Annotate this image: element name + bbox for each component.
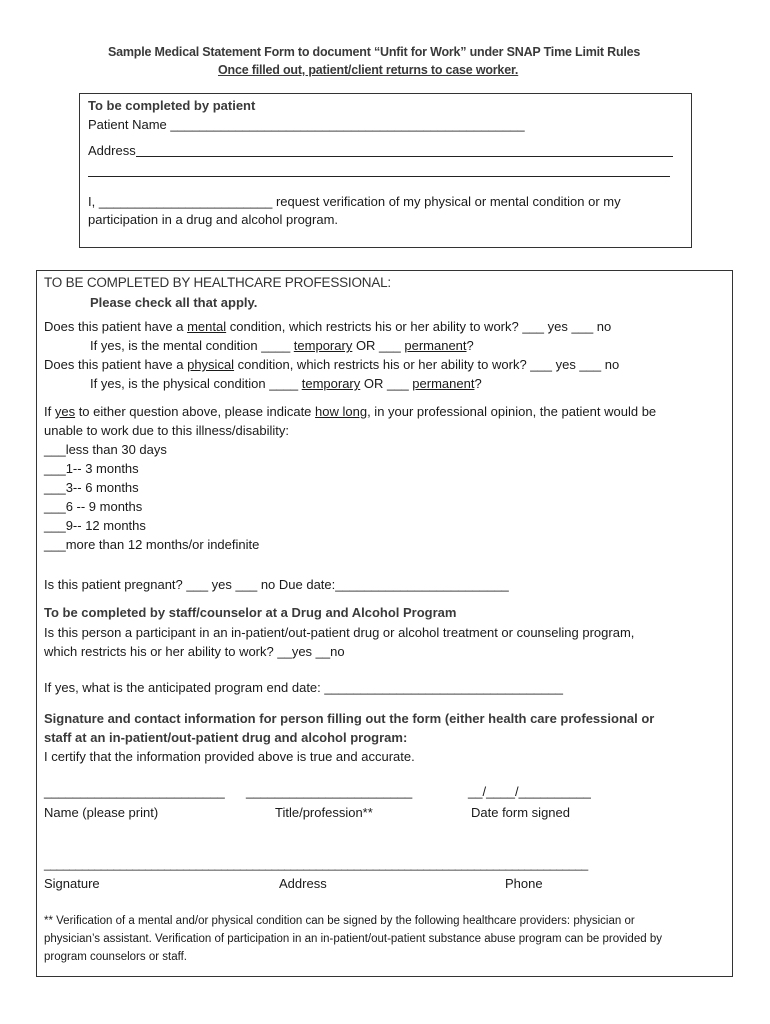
signature-blank[interactable]: ______________________________________________________________________________________ (44, 857, 588, 871)
request-statement-cont: participation in a drug and alcohol program. (88, 212, 339, 227)
request-statement[interactable]: I, ________________________ request verification of my physical or mental condition or my (88, 194, 621, 209)
drug-program-question-cont[interactable]: which restricts his or her ability to work? __yes __no (44, 644, 345, 659)
address-label: Address (279, 876, 327, 891)
title-blank[interactable]: _______________________ (246, 784, 413, 799)
mental-condition-type[interactable]: If yes, is the mental condition ____ temporary OR ___ permanent? (90, 338, 474, 353)
pregnancy-question[interactable]: Is this patient pregnant? ___ yes ___ no Due date:________________________ (44, 577, 509, 592)
duration-option[interactable]: ___9-- 12 months (44, 518, 146, 533)
duration-question: If yes to either question above, please indicate how long, in your professional opinion, the patient would be (44, 404, 657, 419)
address-line-1[interactable] (136, 156, 673, 157)
certification-statement: I certify that the information provided above is true and accurate. (44, 749, 415, 764)
duration-option[interactable]: ___more than 12 months/or indefinite (44, 537, 260, 552)
duration-option[interactable]: ___3-- 6 months (44, 480, 139, 495)
drug-program-heading: To be completed by staff/counselor at a Drug and Alcohol Program (44, 605, 457, 620)
hcp-subheading: Please check all that apply. (90, 295, 258, 310)
patient-name-field[interactable]: Patient Name _________________________________________________ (88, 117, 525, 132)
signature-heading: Signature and contact information for person filling out the form (either health care professional or (44, 711, 655, 726)
date-blank[interactable]: __/____/__________ (468, 784, 591, 799)
footnote-line: ** Verification of a mental and/or physical condition can be signed by the following healthcare providers: physician or (44, 915, 635, 927)
duration-option[interactable]: ___6 -- 9 months (44, 499, 143, 514)
duration-option[interactable]: ___less than 30 days (44, 442, 167, 457)
footnote-line: physician’s assistant. Verification of participation in an in-patient/out-patient substance abuse program can be provided by (44, 933, 662, 945)
phone-label: Phone (505, 876, 543, 891)
physical-condition-type[interactable]: If yes, is the physical condition ____ temporary OR ___ permanent? (90, 376, 482, 391)
program-end-date-field[interactable]: If yes, what is the anticipated program end date: _________________________________ (44, 680, 563, 695)
patient-address-label: Address (88, 143, 136, 158)
name-label: Name (please print) (44, 805, 159, 820)
patient-heading: To be completed by patient (88, 98, 256, 113)
address-line-2[interactable] (88, 176, 670, 177)
form-title: Sample Medical Statement Form to document “Unfit for Work” under SNAP Time Limit Rules (108, 45, 641, 59)
signature-label: Signature (44, 876, 100, 891)
physical-condition-question[interactable]: Does this patient have a physical condition, which restricts his or her ability to work? ___ yes ___ no (44, 357, 620, 372)
mental-condition-question[interactable]: Does this patient have a mental condition, which restricts his or her ability to work? ___ yes ___ no (44, 319, 612, 334)
duration-question-cont: unable to work due to this illness/disability: (44, 423, 289, 438)
drug-program-question: Is this person a participant in an in-patient/out-patient drug or alcohol treatment or counseling program, (44, 625, 635, 640)
name-blank[interactable]: _________________________ (44, 784, 225, 799)
signature-heading-cont: staff at an in-patient/out-patient drug and alcohol program: (44, 730, 408, 745)
footnote-line: program counselors or staff. (44, 951, 187, 963)
date-label: Date form signed (471, 805, 570, 820)
duration-option[interactable]: ___1-- 3 months (44, 461, 139, 476)
form-instructions: Once filled out, patient/client returns to case worker. (218, 63, 519, 77)
title-label: Title/profession** (275, 805, 373, 820)
hcp-heading: TO BE COMPLETED BY HEALTHCARE PROFESSIONAL: (44, 275, 391, 290)
